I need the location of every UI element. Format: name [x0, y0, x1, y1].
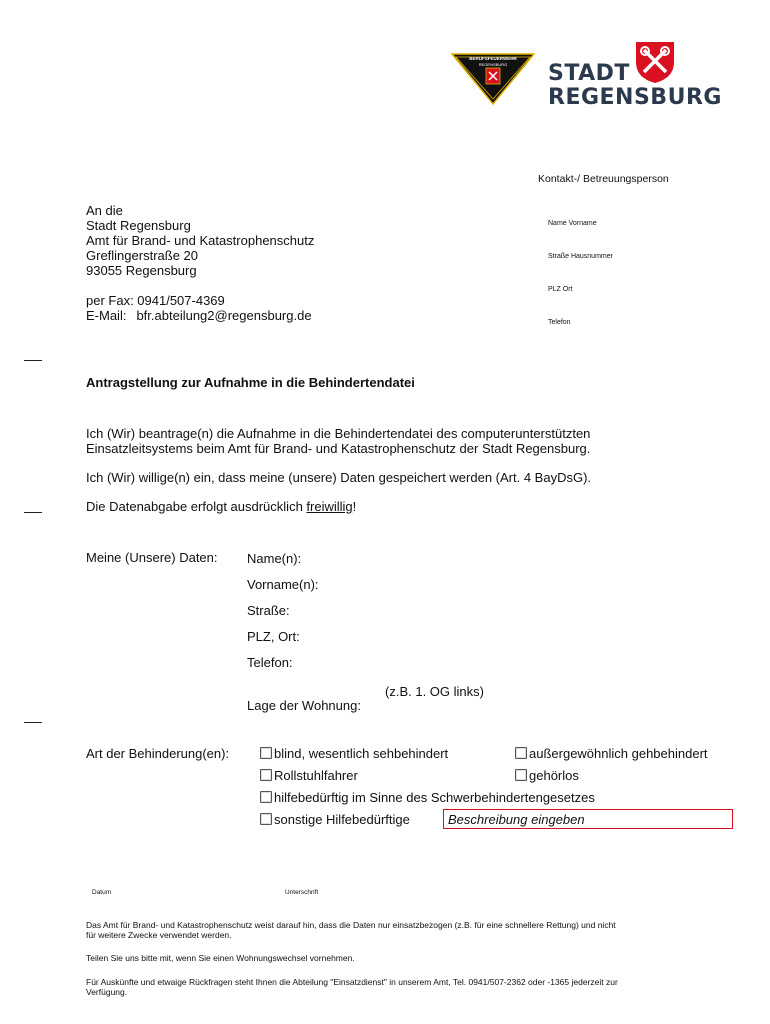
- address-line: 93055 Regensburg: [86, 263, 197, 278]
- checkbox-icon[interactable]: [515, 747, 527, 759]
- data-section-label: Meine (Unsere) Daten:: [86, 550, 218, 565]
- address-block: [86, 203, 314, 323]
- email-label: E-Mail:: [86, 308, 127, 323]
- checkbox-label: gehörlos: [529, 768, 579, 783]
- city-field-label[interactable]: PLZ, Ort:: [247, 629, 300, 644]
- contact-city-label: PLZ Ort: [548, 286, 573, 293]
- fax-number: per Fax: 0941/507-4369: [86, 293, 225, 308]
- footer-line: für weitere Zwecke verwendet werden.: [86, 930, 232, 940]
- floor-field-label[interactable]: Lage der Wohnung:: [247, 698, 361, 713]
- body-paragraph-3: [86, 499, 356, 514]
- address-line: Greflingerstraße 20: [86, 248, 198, 263]
- checkbox-icon[interactable]: [260, 747, 272, 759]
- checkbox-helpless[interactable]: [260, 790, 595, 805]
- contact-street-label: Straße Hausnummer: [548, 253, 613, 260]
- city-logo-line1: STADT: [548, 61, 630, 86]
- contact-name-label: Name Vorname: [548, 220, 597, 227]
- address-line: An die: [86, 203, 123, 218]
- disability-label: Art der Behinderung(en):: [86, 746, 230, 761]
- date-label: Datum: [92, 889, 112, 896]
- checkbox-mobility[interactable]: [515, 746, 708, 761]
- body-paragraph-2: Ich (Wir) willige(n) ein, dass meine (unsere) Daten gespeichert werden (Art. 4 BayDsG).: [86, 470, 592, 485]
- fire-badge-text-top: BERUFSFEUERWEHR: [469, 56, 517, 61]
- signature-label: Unterschrift: [285, 889, 319, 896]
- subject-heading: Antragstellung zur Aufnahme in die Behindertendatei: [86, 375, 415, 390]
- footer-note-3: [86, 977, 746, 997]
- street-field-label[interactable]: Straße:: [247, 603, 290, 618]
- email-line: [86, 308, 314, 323]
- name-field-label[interactable]: Name(n):: [247, 551, 302, 566]
- checkbox-icon[interactable]: [260, 813, 272, 825]
- checkbox-deaf[interactable]: [515, 768, 579, 783]
- email-address: bfr.abteilung2@regensburg.de: [136, 308, 312, 323]
- footer-note-1: [86, 920, 746, 940]
- checkbox-icon[interactable]: [515, 769, 527, 781]
- checkbox-wheelchair[interactable]: [260, 768, 358, 783]
- checkbox-label: hilfebedürftig im Sinne des Schwerbehindertengesetzes: [274, 790, 595, 805]
- body-line: Ich (Wir) beantrage(n) die Aufnahme in die Behindertendatei des computerunterstützten: [86, 426, 591, 441]
- floor-hint: (z.B. 1. OG links): [385, 684, 484, 699]
- checkbox-blind[interactable]: [260, 746, 448, 761]
- description-input[interactable]: Beschreibung eingeben: [443, 809, 733, 829]
- checkbox-icon[interactable]: [260, 769, 272, 781]
- footer-line: Das Amt für Brand- und Katastrophenschutz weist darauf hin, dass die Daten nur einsatzbezogen (z.B. für eine schnellere Rettung) und nicht: [86, 920, 616, 930]
- body-line: Einsatzleitsystems beim Amt für Brand- und Katastrophenschutz der Stadt Regensburg.: [86, 441, 591, 456]
- checkbox-label: blind, wesentlich sehbehindert: [274, 746, 449, 761]
- fold-mark: [24, 512, 42, 513]
- contact-phone-label: Telefon: [548, 319, 571, 326]
- city-shield-icon: [634, 40, 676, 89]
- city-logo-line2: REGENSBURG: [548, 85, 722, 110]
- body-text: Die Datenabgabe erfolgt ausdrücklich: [86, 499, 307, 514]
- checkbox-label: sonstige Hilfebedürftige: [274, 812, 410, 827]
- voluntary-emphasis: freiwillig: [306, 499, 353, 514]
- phone-field-label[interactable]: Telefon:: [247, 655, 293, 670]
- checkbox-icon[interactable]: [260, 791, 272, 803]
- footer-note-2: Teilen Sie uns bitte mit, wenn Sie einen Wohnungswechsel vornehmen.: [86, 953, 355, 963]
- address-line: Stadt Regensburg: [86, 218, 191, 233]
- firstname-field-label[interactable]: Vorname(n):: [247, 577, 319, 592]
- footer-line: Für Auskünfte und etwaige Rückfragen steht Ihnen die Abteilung "Einsatzdienst" in unserem Amt, Tel. 0941/507-2362 oder -1365 jederzeit zur: [86, 977, 618, 987]
- checkbox-other[interactable]: [260, 812, 410, 827]
- fold-mark: [24, 722, 42, 723]
- checkbox-label: außergewöhnlich gehbehindert: [529, 746, 708, 761]
- city-logo: [548, 40, 722, 112]
- fire-department-logo: [450, 52, 536, 106]
- body-text: !: [352, 499, 357, 514]
- footer-line: Verfügung.: [86, 987, 128, 997]
- fold-mark: [24, 360, 42, 361]
- address-line: Amt für Brand- und Katastrophenschutz: [86, 233, 315, 248]
- body-paragraph-1: [86, 426, 590, 456]
- fire-badge-text-bottom: REGENSBURG: [478, 62, 508, 67]
- contact-title: Kontakt-/ Betreuungsperson: [538, 173, 669, 185]
- checkbox-label: Rollstuhlfahrer: [274, 768, 358, 783]
